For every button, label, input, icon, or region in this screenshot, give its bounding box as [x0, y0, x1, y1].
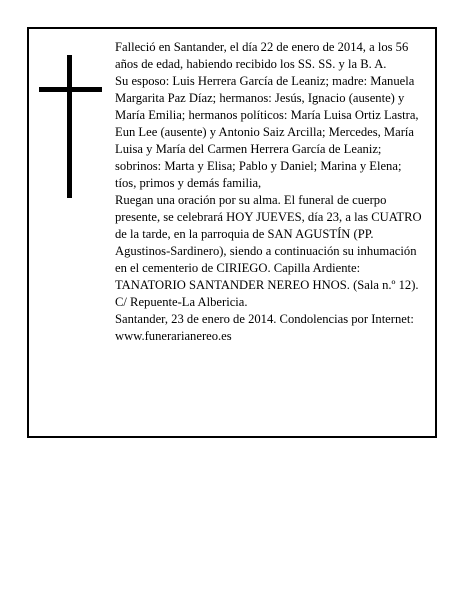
cross-horizontal-bar [39, 87, 102, 92]
death-announcement: Falleció en Santander, el día 22 de enero de 2014, a los 56 años de edad, habiendo recibido los SS. SS. y la B. A. [115, 40, 409, 71]
funeral-details: Ruegan una oración por su alma. El funeral de cuerpo presente, se celebrará HOY JUEVES, día 23, a las CUATRO de la tarde, en la parroquia de SAN AGUSTÍN (PP. Agustinos-Sardinero), siendo a continuación su inhumación en el cementerio de CIRIEGO. Capilla Ardiente: TANATORIO SANTANDER NEREO HNOS. (Sala n.º 12). C/ Repuente-La Albericia. [115, 193, 422, 309]
obituary-notice [27, 27, 437, 438]
cross-vertical-bar [67, 55, 72, 198]
family-list: Su esposo: Luis Herrera García de Leaniz; madre: Manuela Margarita Paz Díaz; hermanos: Jesús, Ignacio (ausente) y María Emilia; hermanos políticos: María Luisa Ortiz Lastra, Eun Lee (ausente) y Antonio Saiz Arcilla; Mercedes, María Luisa y María del Carmen Herrera García de Leaniz; sobrinos: Marta y Elisa; Pablo y Daniel; Marina y Elena; tíos, primos y demás familia, [115, 74, 419, 190]
date-and-condolences: Santander, 23 de enero de 2014. Condolencias por Internet: www.funerarianereo.es [115, 312, 414, 343]
notice-body [115, 39, 425, 345]
